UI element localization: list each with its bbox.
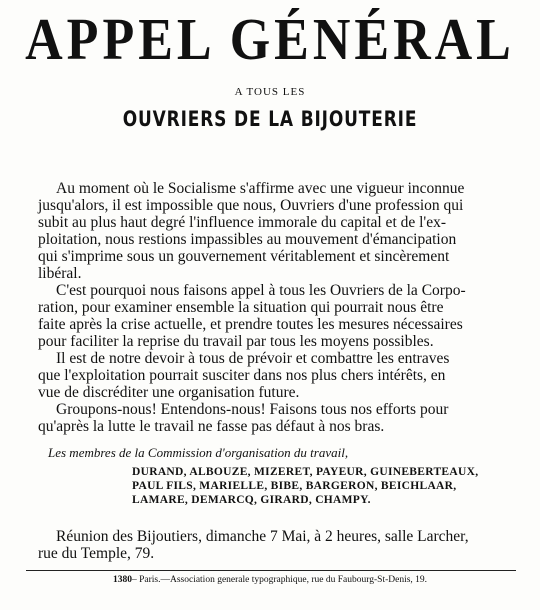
poster-title: APPEL GÉNÉRAL <box>25 7 515 73</box>
poster-heading: OUVRIERS DE LA BIJOUTERIE <box>122 106 418 132</box>
imprint-number: 1380 <box>112 575 132 585</box>
members-label: Les membres de la Commission d'organisation du travail, <box>48 445 349 460</box>
imprint-text: – Paris.—Association generale typographique, rue du Faubourg-St-Denis, 19. <box>131 575 428 585</box>
paragraph-4: Groupons-nous! Entendons-nous! Faisons tous nos efforts pour qu'après la lutte le travail ne fasse pas défaut à nos bras. <box>38 401 449 435</box>
poster-body <box>38 180 514 435</box>
poster-subtitle: A TOUS LES <box>234 86 306 98</box>
paragraph-2: C'est pourquoi nous faisons appel à tous les Ouvriers de la Corpo- ration, pour examiner ensemble la situation qui pourrait nous être faite après la crise actuelle, et prendre toutes les mesures nécessaires pour faciliter la reprise du travail par tous les moyens possibles. <box>38 282 466 350</box>
printer-imprint <box>0 575 540 585</box>
paragraph-1: Au moment où le Socialisme s'affirme avec une vigueur inconnue jusqu'alors, il est impossible que nous, Ouvriers d'une profession qui subit au plus haut degré l'influence immorale du capital et de l'ex- ploitation, nous restions impassibles au mouvement d'émancipation qui s'imprime sous un gouvernement véritablement et sincèrement libéral. <box>38 180 465 282</box>
paragraph-3: Il est de notre devoir à tous de prévoir et combattre les entraves que l'exploitation pourrait susciter dans nos plus chers intérêts, en vue de discréditer une organisation future. <box>38 350 450 401</box>
signatories <box>38 445 518 507</box>
footer-rule <box>26 570 516 571</box>
meeting-notice: Réunion des Bijoutiers, dimanche 7 Mai, à 2 heures, salle Larcher, rue du Temple, 79. <box>38 528 469 562</box>
member-names: DURAND, ALBOUZE, MIZERET, PAYEUR, GUINEBERTEAUX, PAUL FILS, MARIELLE, BIBE, BARGERON, BEICHLAAR, LAMARE, DEMARCQ, GIRARD, CHAMPY. <box>132 466 479 506</box>
